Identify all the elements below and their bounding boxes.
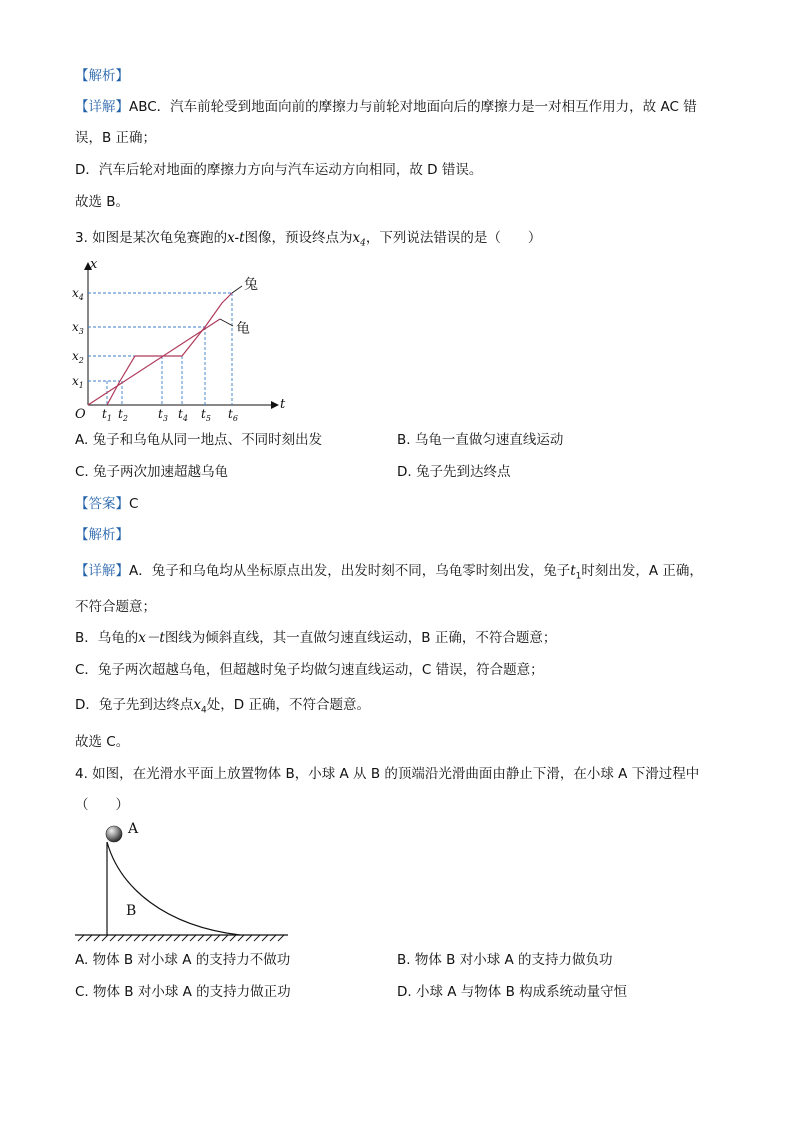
q3-stem-var: x-t (227, 230, 245, 246)
q3-option-b: B. 乌龟一直做匀速直线运动 (397, 432, 564, 448)
q3-detail-d (75, 695, 370, 721)
q2-choose: 故选 B。 (75, 194, 130, 210)
q4-option-b: B. 物体 B 对小球 A 的支持力做负功 (397, 952, 613, 968)
q3-xt-graph (70, 255, 295, 425)
q3-xtick-t1: $t_1$ (102, 407, 112, 423)
q4-option-a: A. 物体 B 对小球 A 的支持力不做功 (75, 952, 291, 968)
q3-ytick-x2: $x_2$ (72, 349, 84, 365)
q3-choose: 故选 C。 (75, 734, 130, 750)
q3-detail-b-text: B．乌龟的 (75, 630, 139, 646)
q3-detail-d-text: D．兔子先到达终点 (75, 697, 194, 713)
q3-detail-b-var: x－t (138, 630, 165, 646)
q2-detail-text1: ABC．汽车前轮受到地面向前的摩擦力与前轮对地面向后的摩擦力是一对相互作用力，故 AC 错 (129, 99, 697, 115)
q4-ground-hatch (78, 935, 284, 941)
q2-detail-line2: 误，B 正确； (75, 130, 157, 146)
q3-xtick-t5: $t_5$ (201, 407, 211, 423)
q3-detail-c: C．兔子两次超越乌龟，但超越时兔子均做匀速直线运动，C 错误，符合题意； (75, 662, 544, 678)
q2-d-line: D．汽车后轮对地面的摩擦力方向与汽车运动方向相同，故 D 错误。 (75, 162, 483, 178)
q3-ytick-x3: $x_3$ (72, 320, 84, 336)
q3-stem-a: 3. 如图是某次龟兔赛跑的 (75, 230, 228, 246)
q3-detail-d-x: x (193, 697, 202, 713)
q3-turtle-leader (220, 319, 233, 326)
q2-analysis-tag: 【解析】 (75, 68, 129, 84)
q3-xtick-t3: $t_3$ (158, 407, 168, 423)
q3-detail-d-sub: 4 (201, 705, 207, 716)
q3-xtick-t2: $t_2$ (118, 407, 128, 423)
q3-option-a: A. 兔子和乌龟从同一地点、不同时刻出发 (75, 432, 323, 448)
q3-answer-line (75, 494, 138, 514)
q3-stem-c: ，下列说法错误的是（ ） (365, 230, 542, 246)
q4-ball-a (106, 826, 122, 842)
q3-axis-y-label: x (90, 257, 98, 272)
q3-answer: C (129, 496, 139, 512)
q4-block-b (107, 842, 240, 935)
q4-stem-line1: 4. 如图，在光滑水平面上放置物体 B，小球 A 从 B 的顶端沿光滑曲面由静止下滑，在小球 A 下滑过程中 (75, 766, 700, 782)
q3-detail-a1 (75, 561, 703, 587)
q3-xtick-t6: $t_6$ (228, 407, 238, 423)
q4-block-label: B (126, 903, 137, 919)
q2-detail-tag: 【详解】 (75, 99, 129, 115)
q3-detail-b (75, 628, 556, 648)
q3-stem-sub: 4 (360, 238, 366, 249)
q3-detail-a1-text: A．兔子和乌龟均从坐标原点出发，出发时刻不同，乌龟零时刻出发，兔子 (129, 563, 571, 579)
q3-turtle-label: 龟 (236, 321, 250, 337)
q3-rabbit-leader (232, 286, 242, 293)
q3-analysis-tag: 【解析】 (75, 527, 129, 543)
q4-figure (70, 818, 295, 946)
q3-rabbit-label: 兔 (244, 277, 258, 293)
q3-detail-tag: 【详解】 (75, 563, 129, 579)
q3-stem-b: 图像，预设终点为 (244, 230, 353, 246)
q3-option-c: C. 兔子两次加速超越乌龟 (75, 464, 229, 480)
q3-answer-tag: 【答案】 (75, 496, 129, 512)
q3-turtle-line (88, 319, 220, 405)
q3-detail-a1-t: t (570, 563, 576, 579)
q3-stem (75, 228, 541, 254)
q3-detail-b-tail: 图线为倾斜直线，其一直做匀速直线运动，B 正确，不符合题意； (164, 630, 557, 646)
q3-stem-x: x (352, 230, 361, 246)
q3-origin-label: O (75, 407, 86, 422)
q4-stem-line2: （ ） (75, 797, 129, 813)
q3-xtick-t4: $t_4$ (178, 407, 188, 423)
q3-rabbit-line (107, 293, 232, 405)
q3-detail-d-tail: 处，D 正确，不符合题意。 (206, 697, 370, 713)
q3-option-d: D. 兔子先到达终点 (397, 464, 511, 480)
q3-ytick-x4: $x_4$ (72, 286, 84, 302)
q4-option-c: C. 物体 B 对小球 A 的支持力做正功 (75, 984, 291, 1000)
q3-detail-a1-sub: 1 (575, 571, 582, 582)
q3-ytick-x1: $x_1$ (72, 374, 84, 390)
q3-detail-a2: 不符合题意； (75, 599, 156, 615)
q2-detail-line1 (75, 97, 697, 117)
q3-axis-x-label: t (280, 397, 286, 412)
q4-ball-label: A (128, 821, 139, 837)
q4-option-d: D. 小球 A 与物体 B 构成系统动量守恒 (397, 984, 628, 1000)
q3-detail-a1-tail: 时刻出发，A 正确， (581, 563, 703, 579)
